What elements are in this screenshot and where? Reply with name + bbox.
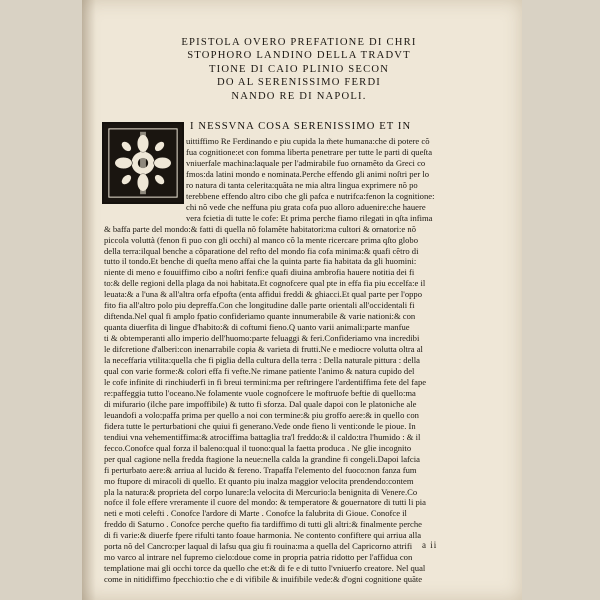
- text-line: di mifurario (ilche pare impoffibile) & tutto fi sforza. Dal quale dapoi con le platoniche ale: [104, 398, 417, 409]
- heading-line: EPISTOLA OVERO PREFATIONE DI CHRI: [181, 37, 417, 48]
- text-line: uittiffimo Re Ferdinando e piu cupida la m̃ete humana:che di potere cõ: [186, 136, 430, 146]
- text-line: neti e moti celefti . Conofce l'ardore di Marte . Conofce la falubrita di Gioue. Conofce il: [104, 508, 407, 519]
- text-line: fidera tutte le perturbationi che quiui fi generano.Vede onde fieno li venti:onde le pioue. In: [104, 420, 416, 431]
- prefatory-letter-body: [104, 136, 492, 585]
- text-line: porta nõ del Cancro:per laqual di lafsu qua giu fi rouina:ma a quella del Capricorno attrifi: [104, 541, 413, 552]
- opening-line: I NESSVNA COSA SERENISSIMO ET IN: [190, 121, 412, 132]
- text-line: ro natura di tanta celerita:quãta ne mia altra lingua exprimere nõ po: [186, 179, 418, 190]
- text-line: diftenda.Nel qual fi amplo fpatio confideriamo quante innumerabile & varie nationi:& con: [104, 311, 416, 322]
- text-line: fi perturbato aere:& arriua al lucido & fereno. Trapaffa l'elemento del fuoco:non fanza fum: [104, 464, 417, 475]
- text-line: & baffa parte del mondo:& fatti di quella nõ folamẽte habitatori:ma cultori & ornatori:e nõ: [104, 223, 416, 234]
- text-line: tutto il tondo.Et benche di queſta meno affai che la quinta parte fia habitata da gli huomini:: [104, 256, 417, 267]
- text-line: le cofe infinite di rinchiuderfi in fi breui termini:ma per reftringere l'ardentiffima fete del fape: [104, 376, 427, 387]
- heading-line: DO AL SERENISSIMO FERDI: [216, 77, 382, 89]
- text-line: leuata:& a l'una & all'altra orfa efpofta (enta affidui freddi & ghiacci.Et qual parte per l'oppo: [104, 289, 423, 300]
- heading-line: NANDO RE DI NAPOLI.: [231, 90, 367, 102]
- text-line: niente di meno e fouuiffimo cibo a noſtri fenfi:e quafi diuina ambrofia hauere notitia dei fi: [104, 267, 415, 278]
- text-line: nofce il fole effere vreramente il cuore del mondo: & temperatore & gouernatore di tutti li pia: [104, 497, 426, 508]
- text-line: pla la natura:& proprieta del corpo lunare:la velocita di Mercurio:la benignita di Venere.Co: [104, 486, 418, 497]
- heading-line: STOPHORO LANDINO DELLA TRADVT: [187, 50, 411, 62]
- text-line: tendiui vna vehementiffima:& atrociffima battaglia tra'l freddo:& il caldo:tra l'humido : & il: [104, 431, 421, 442]
- text-line: vniuerfale machina:laquale per l'admirabile fuo ornamẽto da Greci co: [186, 157, 426, 168]
- text-line: le difcretione d'alberi:con inenarrabile copia & varieta di frutti.Ne e mediocre volutta oltra al: [104, 344, 423, 355]
- text-line: fua cognitione:et con fomma liberta penetrare per tutte le parti di queſta: [186, 146, 433, 157]
- text-line: templatione mai gli occhi torce da quello che et:& di fe e di tutto l'vniuerfo creatore. Nel qual: [104, 563, 426, 574]
- text-line: della terra:ilqual benche a cõparatione del refto del mondo fia cofa minima:& quafi cẽtro di: [104, 245, 419, 256]
- chapter-heading: [104, 36, 494, 103]
- page-gutter-shadow: [82, 0, 96, 600]
- heading-line: TIONE DI CAIO PLINIO SECON: [208, 63, 390, 75]
- text-line: mo ftupore di miracoli di quello. Et quanto piu inalza maggior velocita prendendo:contem: [104, 475, 414, 486]
- text-line: re:paffeggia tutto l'oceano.Ne folamente vuole cognofcere le moftruofe beftie di quello:ma: [104, 387, 416, 398]
- text-line: to:& delle regioni della plaga da noi habitata.Et cognofcere qual pte in effa fia piu eccelfa:e il: [104, 278, 426, 289]
- text-line: mo varco al intrare nel fupremo cielo:doue come in propria patria ridotto per l'affidua con: [104, 552, 413, 563]
- text-line: la neceffaria vtilita:quella che fi piglia della cultura della terra : Della naturale pittura : della: [104, 355, 420, 366]
- text-line: fmos:da latini mondo e nominata.Perche effendo gli animi noſtri per lo: [186, 168, 430, 179]
- text-line: vera fcietia di tutte le cofe: Et prima perche fiamo rilegati in qſta infima: [186, 212, 433, 223]
- text-line: leuandofi a volo:paffa prima per quello a noi con termine:& piu groffo aere:& in quello con: [104, 409, 419, 420]
- text-line: fito fia all'altro polo piu depreffa.Con che longitudine dalle parte orientali all'occidentali fi: [104, 300, 415, 311]
- text-line: quanta diuerfita di lingue d'habito:& di coftumi fieno.Q uanto varii animali:parte manfue: [104, 322, 410, 333]
- text-line: per qual cagione nella fredda ftagione la neue:nella calda la grandine fi congeli.Dapoi lafcia: [104, 453, 420, 464]
- text-line: chi nõ vede che neffuna piu grata cofa puo alloro aduenire:che hauere: [186, 201, 426, 212]
- signature-mark: a ii: [422, 540, 438, 550]
- text-line: come in nitidiffimo fpecchio:tio che e di vifibile & inuifibile vede:& d'ogni cognitione quãte: [104, 574, 423, 585]
- text-line: di fi varie:& diuerfe fpere rifulti tanto foaue harmonia. Ne contento confiftere qui arriua alla: [104, 530, 422, 541]
- text-line: freddo di Saturno . Conofce perche quefto fia tardiffimo di tutti gli altri:& finalmente perche: [104, 519, 422, 530]
- text-line: terebbene effendo altro cibo che gli pafca e nutrifca:fenon la cognitione:: [186, 190, 435, 201]
- text-line: piccola voluttà (fenon fi puo con gli occhi) al manco cõ la mente ricercare prima qſto globo: [104, 234, 419, 245]
- text-line: fecco.Conofce qual forza il baleno:qual il tuono:qual la faetta produca . Ne glie incognito: [104, 442, 412, 453]
- text-line: ti & obtemperanti allo imperio dell'huomo:parte feluaggi & feri.Confideriamo vna incredibi: [104, 333, 420, 344]
- text-line: qual con varie forme:& colori effa fi vefte.Ne rimane patiente l'animo & natura cupido del: [104, 366, 415, 377]
